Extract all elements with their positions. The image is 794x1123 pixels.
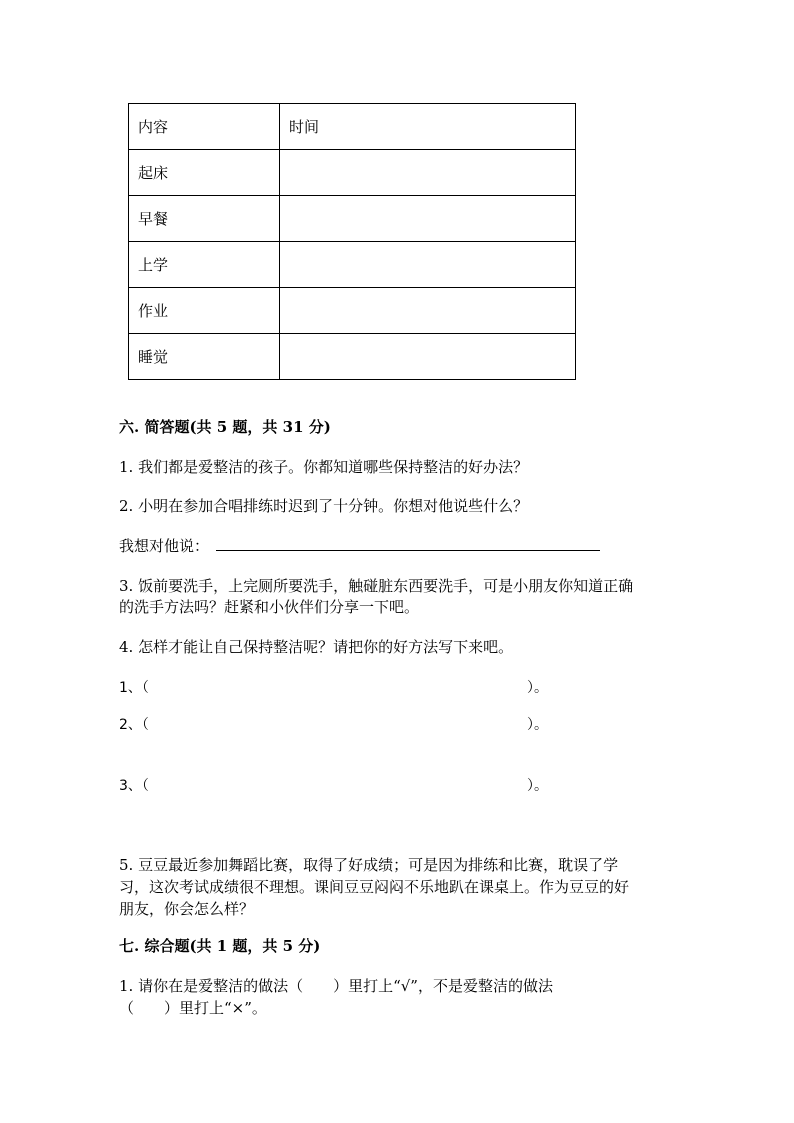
question-3-line2: 的洗手方法吗？赶紧和小伙伴们分享一下吧。 xyxy=(119,598,420,616)
answer-blank-1-end: ）。 xyxy=(527,680,548,696)
table-header-cell: 时间 xyxy=(280,104,576,150)
table-cell-time[interactable] xyxy=(280,288,576,334)
answer-blank-3-end: ）。 xyxy=(527,778,548,794)
table-cell-activity: 早餐 xyxy=(129,196,280,242)
question-5-line2: 习，这次考试成绩很不理想。课间豆豆闷闷不乐地趴在课桌上。作为豆豆的好 xyxy=(119,878,630,896)
question-4: 4. 怎样才能让自己保持整洁呢？请把你的好方法写下来吧。 xyxy=(119,638,514,656)
table-cell-time[interactable] xyxy=(280,150,576,196)
table-cell-activity: 作业 xyxy=(129,288,280,334)
answer-blank-2-end: ）。 xyxy=(527,717,548,733)
table-cell-activity: 上学 xyxy=(129,242,280,288)
table-row xyxy=(129,242,576,288)
answer-line[interactable] xyxy=(216,550,600,551)
answer-blank-2-start: 2、（ xyxy=(119,717,149,733)
question-2-prompt: 我想对他说： xyxy=(119,537,210,555)
table-cell-time[interactable] xyxy=(280,242,576,288)
answer-blank-3-start: 3、（ xyxy=(119,778,149,794)
table-row xyxy=(129,196,576,242)
table-cell-time[interactable] xyxy=(280,334,576,380)
question-3-line1: 3. 饭前要洗手，上完厕所要洗手，触碰脏东西要洗手，可是小朋友你知道正确 xyxy=(119,577,634,595)
question-1: 1. 我们都是爱整洁的孩子。你都知道哪些保持整洁的好办法？ xyxy=(119,458,529,476)
section7-question-1-line1: 1. 请你在是爱整洁的做法（ ）里打上“√”，不是爱整洁的做法 xyxy=(119,977,553,995)
table-cell-activity: 起床 xyxy=(129,150,280,196)
question-2: 2. 小明在参加合唱排练时迟到了十分钟。你想对他说些什么？ xyxy=(119,497,529,515)
question-5-line1: 5. 豆豆最近参加舞蹈比赛，取得了好成绩；可是因为排练和比赛，耽误了学 xyxy=(119,856,619,874)
answer-blank-1-start: 1、（ xyxy=(119,680,149,696)
table-row xyxy=(129,150,576,196)
table-row xyxy=(129,334,576,380)
schedule-table xyxy=(128,103,576,380)
table-row xyxy=(129,288,576,334)
section7-title: 七. 综合题(共 1 题，共 5 分) xyxy=(119,937,321,955)
table-cell-time[interactable] xyxy=(280,196,576,242)
question-5-line3: 朋友，你会怎么样？ xyxy=(119,900,255,918)
section6-title: 六. 简答题(共 5 题，共 31 分) xyxy=(119,418,331,436)
section7-question-1-line2: （ ）里打上“×”。 xyxy=(119,999,267,1017)
table-cell-activity: 睡觉 xyxy=(129,334,280,380)
table-header-cell: 内容 xyxy=(129,104,280,150)
table-header-row xyxy=(129,104,576,150)
